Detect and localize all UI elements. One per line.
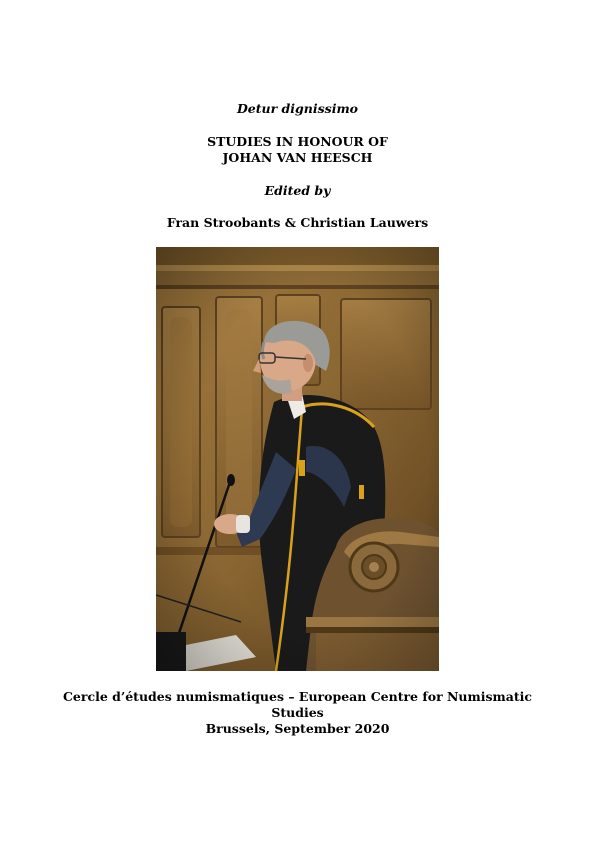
edited-by-label: Edited by (264, 183, 331, 198)
publisher-line-2: Studies (271, 705, 324, 720)
title-line-2: JOHAN VAN HEESCH (222, 150, 373, 165)
cover-photograph (156, 247, 439, 671)
dedication: Detur dignissimo (236, 101, 359, 116)
publisher-line-1: Cercle d’études numismatiques – European Centre for Numismatic (62, 689, 532, 704)
editors-names: Fran Stroobants & Christian Lauwers (166, 215, 429, 230)
place-and-date: Brussels, September 2020 (205, 721, 390, 736)
title-line-1: STUDIES IN HONOUR OF (207, 134, 388, 149)
